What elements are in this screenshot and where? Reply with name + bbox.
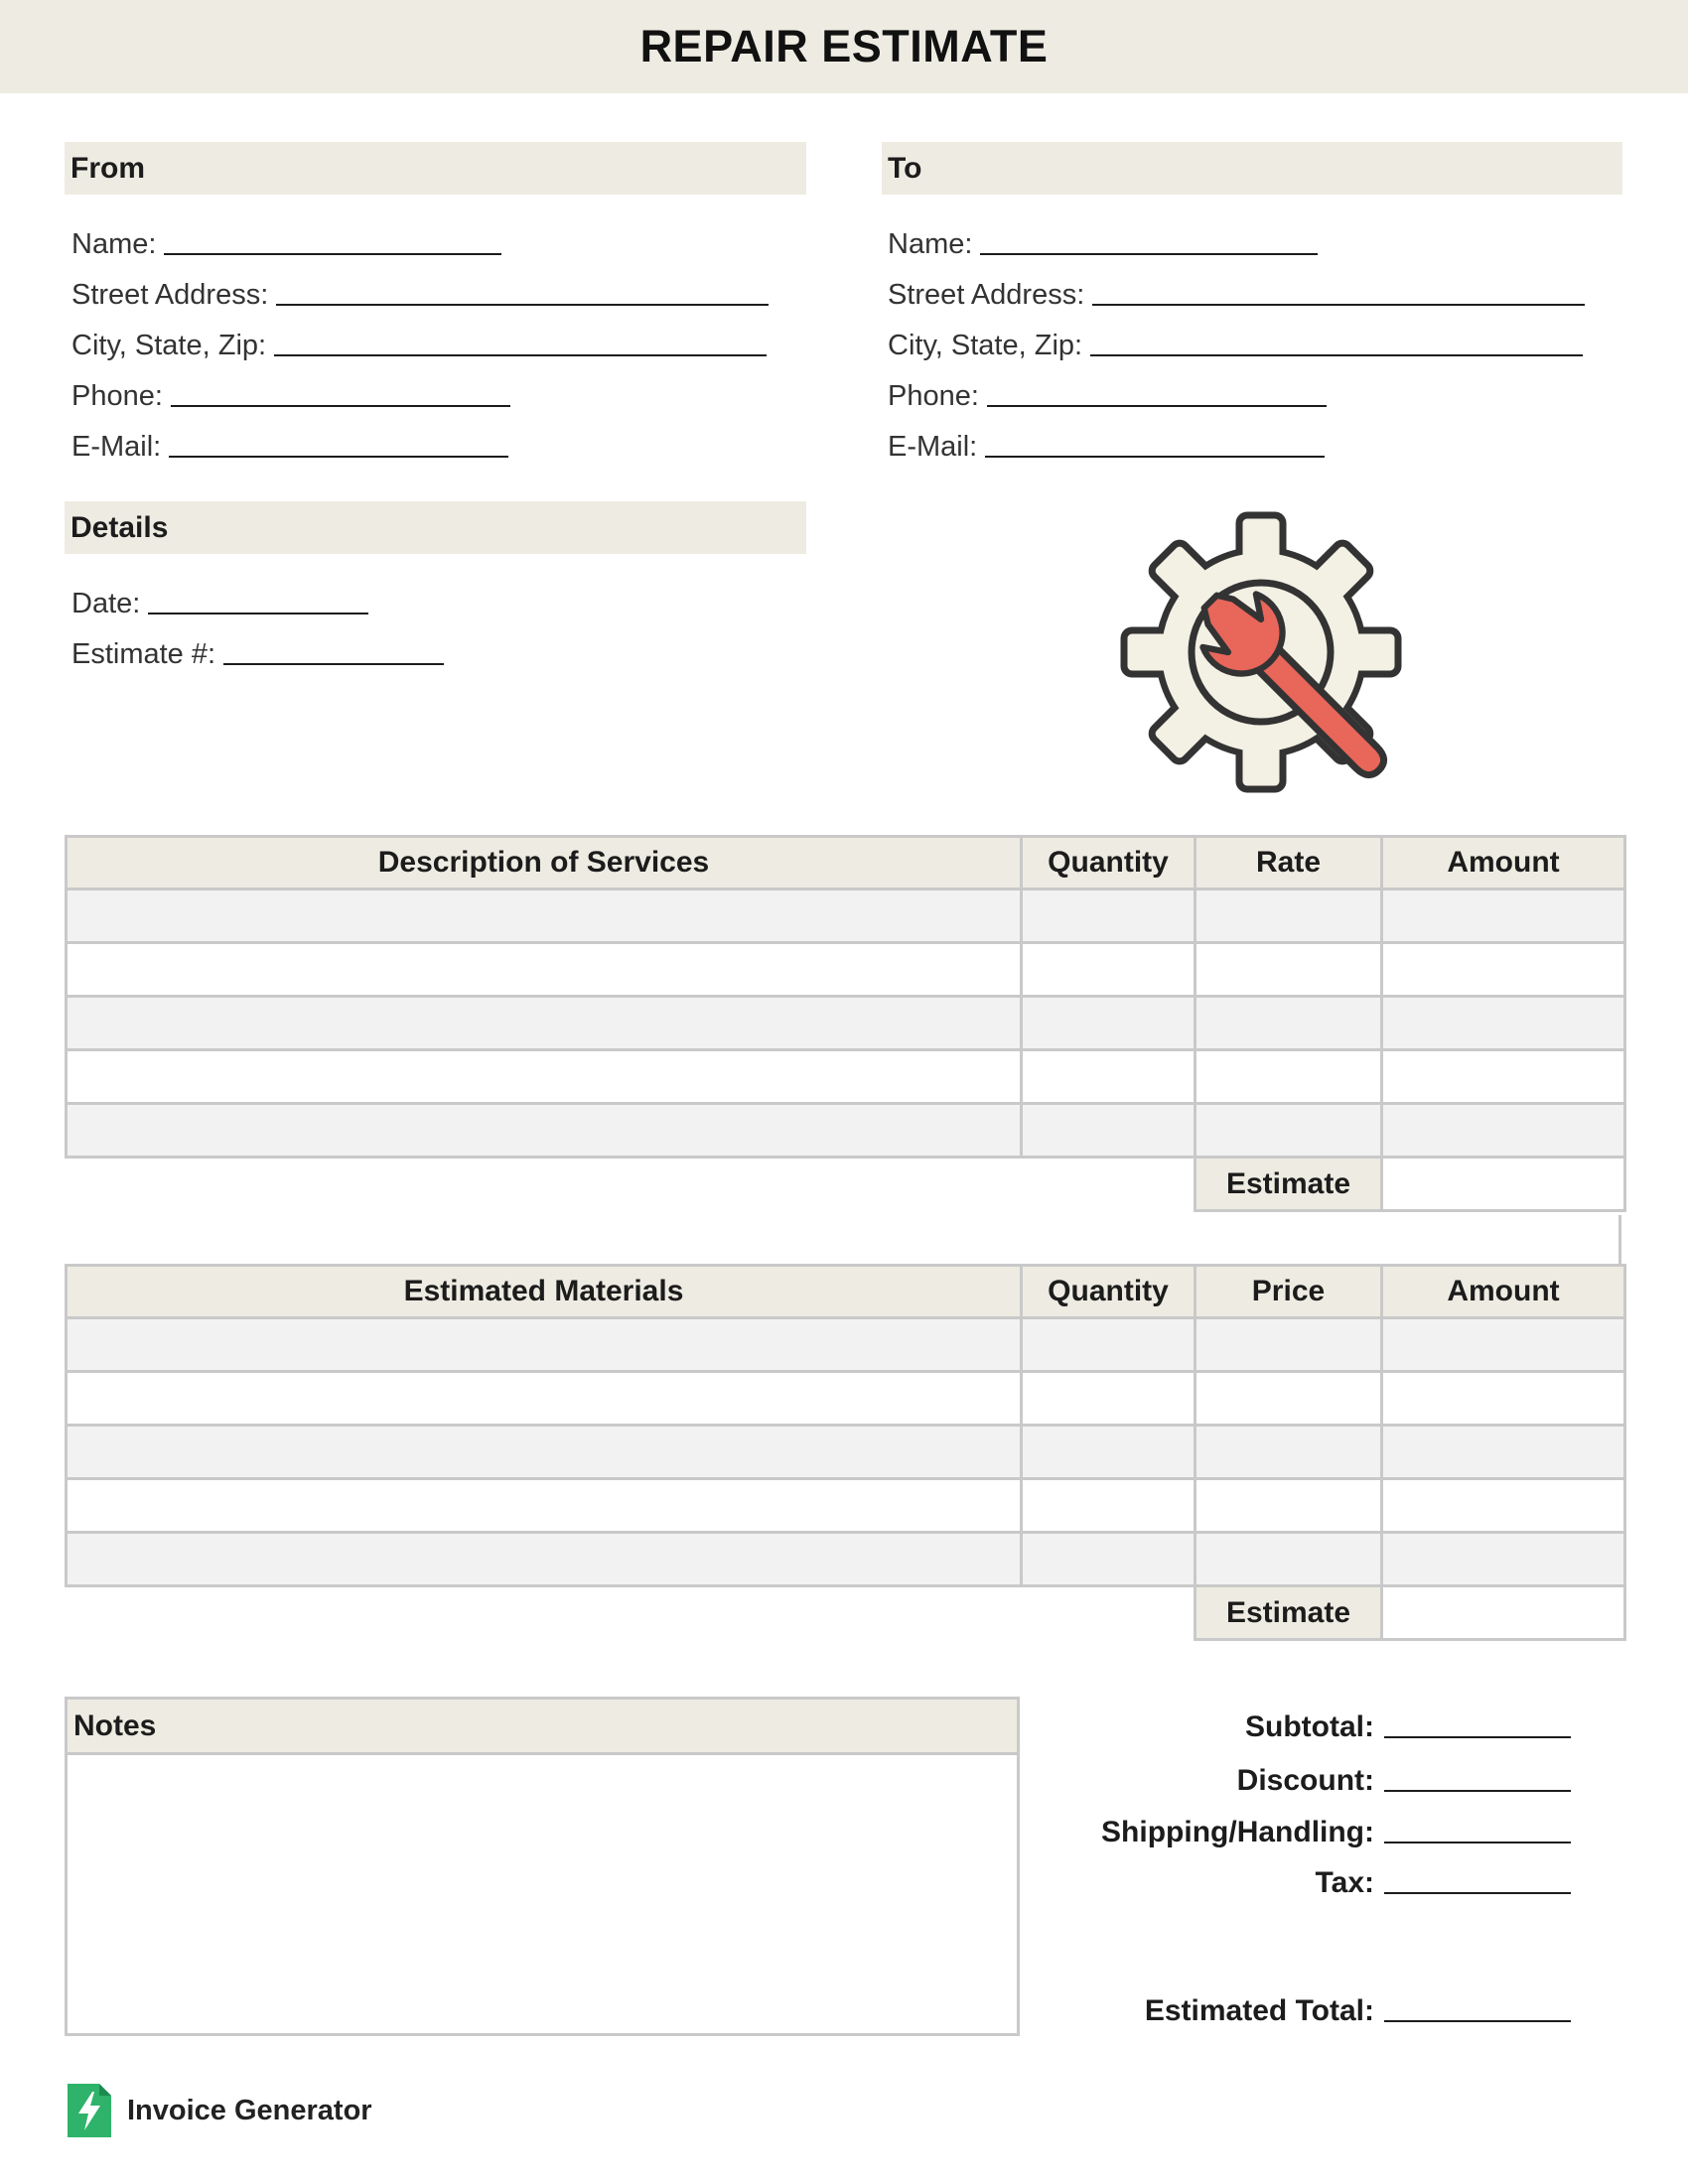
materials-price-header: Price [1196, 1266, 1382, 1318]
table-cell[interactable] [1196, 1372, 1382, 1426]
from-name-label: Name: [71, 228, 157, 260]
table-cell[interactable] [1022, 1318, 1196, 1372]
table-cell[interactable] [1022, 943, 1196, 997]
estimated-total-label: Estimated Total: [1144, 1994, 1374, 2027]
to-phone-field[interactable] [888, 373, 1327, 413]
spacer [67, 1158, 1196, 1211]
table-cell[interactable] [1022, 1426, 1196, 1479]
from-street-label: Street Address: [71, 279, 269, 311]
table-row [67, 889, 1625, 943]
materials-desc-header: Estimated Materials [67, 1266, 1022, 1318]
estimate-number-field[interactable] [71, 631, 444, 671]
from-city-label: City, State, Zip: [71, 330, 267, 361]
table-cell[interactable] [1196, 997, 1382, 1050]
table-cell[interactable] [1196, 889, 1382, 943]
to-email-label: E-Mail: [888, 431, 978, 463]
materials-qty-header: Quantity [1022, 1266, 1196, 1318]
services-table [65, 835, 1626, 1212]
table-row [67, 1318, 1625, 1372]
table-cell[interactable] [1022, 1104, 1196, 1158]
to-phone-label: Phone: [888, 380, 979, 412]
to-phone-line[interactable] [987, 405, 1327, 407]
table-cell[interactable] [67, 943, 1022, 997]
table-cell[interactable] [1382, 1533, 1625, 1586]
table-row [67, 1050, 1625, 1104]
table-cell[interactable] [1382, 1479, 1625, 1533]
materials-estimate-label: Estimate [1196, 1586, 1382, 1640]
materials-estimate-value[interactable] [1382, 1586, 1625, 1640]
to-email-field[interactable] [888, 424, 1325, 464]
from-street-field[interactable] [71, 272, 769, 312]
discount-row[interactable] [1237, 1758, 1571, 1798]
subtotal-row[interactable] [1245, 1705, 1571, 1744]
discount-line[interactable] [1384, 1790, 1571, 1792]
lightning-document-icon [68, 2084, 111, 2137]
table-row [67, 1372, 1625, 1426]
services-qty-header: Quantity [1022, 837, 1196, 889]
table-cell[interactable] [1382, 889, 1625, 943]
from-email-field[interactable] [71, 424, 508, 464]
subtotal-label: Subtotal: [1245, 1710, 1374, 1743]
date-label: Date: [71, 588, 141, 619]
table-cell[interactable] [1382, 997, 1625, 1050]
spacer [67, 1586, 1196, 1640]
estimated-total-row[interactable] [1145, 1988, 1571, 2028]
table-cell[interactable] [1022, 1479, 1196, 1533]
table-cell[interactable] [1022, 1372, 1196, 1426]
services-desc-header: Description of Services [67, 837, 1022, 889]
footer [68, 2084, 372, 2137]
table-cell[interactable] [67, 1533, 1022, 1586]
from-phone-label: Phone: [71, 380, 163, 412]
table-cell[interactable] [1196, 1479, 1382, 1533]
title-bar [0, 0, 1688, 93]
table-cell[interactable] [1196, 1533, 1382, 1586]
estimate-number-label: Estimate #: [71, 638, 216, 670]
estimated-total-line[interactable] [1384, 2020, 1571, 2022]
table-row [67, 1104, 1625, 1158]
estimate-number-line[interactable] [223, 663, 444, 665]
to-street-label: Street Address: [888, 279, 1085, 311]
gear-wrench-icon [1117, 508, 1405, 796]
table-cell[interactable] [67, 1104, 1022, 1158]
notes-heading: Notes [68, 1700, 1017, 1755]
page-title: REPAIR ESTIMATE [639, 21, 1049, 71]
from-city-field[interactable] [71, 323, 767, 362]
table-cell[interactable] [1382, 1372, 1625, 1426]
to-street-field[interactable] [888, 272, 1585, 312]
services-rate-header: Rate [1196, 837, 1382, 889]
table-cell[interactable] [1382, 1318, 1625, 1372]
shipping-row[interactable] [1101, 1810, 1571, 1849]
table-cell[interactable] [1382, 1050, 1625, 1104]
discount-label: Discount: [1236, 1764, 1374, 1797]
to-street-line[interactable] [1092, 304, 1585, 306]
divider [1618, 1215, 1621, 1265]
shipping-line[interactable] [1384, 1842, 1571, 1843]
table-cell[interactable] [1382, 943, 1625, 997]
from-phone-field[interactable] [71, 373, 510, 413]
from-city-line[interactable] [274, 354, 767, 356]
table-row [67, 1479, 1625, 1533]
to-email-line[interactable] [985, 456, 1325, 458]
details-heading: Details [65, 501, 806, 554]
from-email-line[interactable] [169, 456, 508, 458]
services-header-row [67, 837, 1625, 889]
table-cell[interactable] [1196, 1050, 1382, 1104]
table-cell[interactable] [1196, 1318, 1382, 1372]
table-cell[interactable] [67, 1372, 1022, 1426]
table-cell[interactable] [1382, 1104, 1625, 1158]
services-estimate-value[interactable] [1382, 1158, 1625, 1211]
from-phone-line[interactable] [171, 405, 510, 407]
to-name-field[interactable] [888, 221, 1318, 261]
table-cell[interactable] [1022, 997, 1196, 1050]
from-email-label: E-Mail: [71, 431, 162, 463]
tax-line[interactable] [1384, 1892, 1571, 1894]
subtotal-line[interactable] [1384, 1736, 1571, 1738]
table-cell[interactable] [67, 889, 1022, 943]
table-cell[interactable] [67, 997, 1022, 1050]
to-city-line[interactable] [1090, 354, 1583, 356]
to-name-label: Name: [888, 228, 973, 260]
date-line[interactable] [148, 613, 368, 614]
notes-area[interactable] [68, 1755, 1017, 2033]
from-name-line[interactable] [164, 253, 501, 255]
table-cell[interactable] [1196, 943, 1382, 997]
table-cell[interactable] [1196, 1426, 1382, 1479]
to-city-label: City, State, Zip: [888, 330, 1083, 361]
shipping-label: Shipping/Handling: [1101, 1816, 1374, 1848]
table-cell[interactable] [1022, 1533, 1196, 1586]
footer-brand: Invoice Generator [127, 2094, 372, 2126]
to-city-field[interactable] [888, 323, 1583, 362]
table-cell[interactable] [1022, 1050, 1196, 1104]
to-heading: To [882, 142, 1622, 195]
services-estimate-row [67, 1158, 1625, 1211]
tax-label: Tax: [1315, 1866, 1374, 1899]
notes-box [65, 1697, 1020, 2036]
table-cell[interactable] [1196, 1104, 1382, 1158]
table-cell[interactable] [67, 1318, 1022, 1372]
from-heading: From [65, 142, 806, 195]
table-row [67, 1426, 1625, 1479]
from-name-field[interactable] [71, 221, 501, 261]
table-row [67, 1533, 1625, 1586]
table-cell[interactable] [1022, 889, 1196, 943]
table-cell[interactable] [67, 1050, 1022, 1104]
materials-estimate-row [67, 1586, 1625, 1640]
date-field[interactable] [71, 581, 368, 620]
table-row [67, 997, 1625, 1050]
table-cell[interactable] [67, 1426, 1022, 1479]
materials-amount-header: Amount [1382, 1266, 1625, 1318]
materials-header-row [67, 1266, 1625, 1318]
table-cell[interactable] [67, 1479, 1022, 1533]
table-row [67, 943, 1625, 997]
table-cell[interactable] [1382, 1426, 1625, 1479]
from-street-line[interactable] [276, 304, 769, 306]
materials-table [65, 1264, 1626, 1641]
services-amount-header: Amount [1382, 837, 1625, 889]
tax-row[interactable] [1316, 1860, 1571, 1900]
services-estimate-label: Estimate [1196, 1158, 1382, 1211]
to-name-line[interactable] [980, 253, 1318, 255]
